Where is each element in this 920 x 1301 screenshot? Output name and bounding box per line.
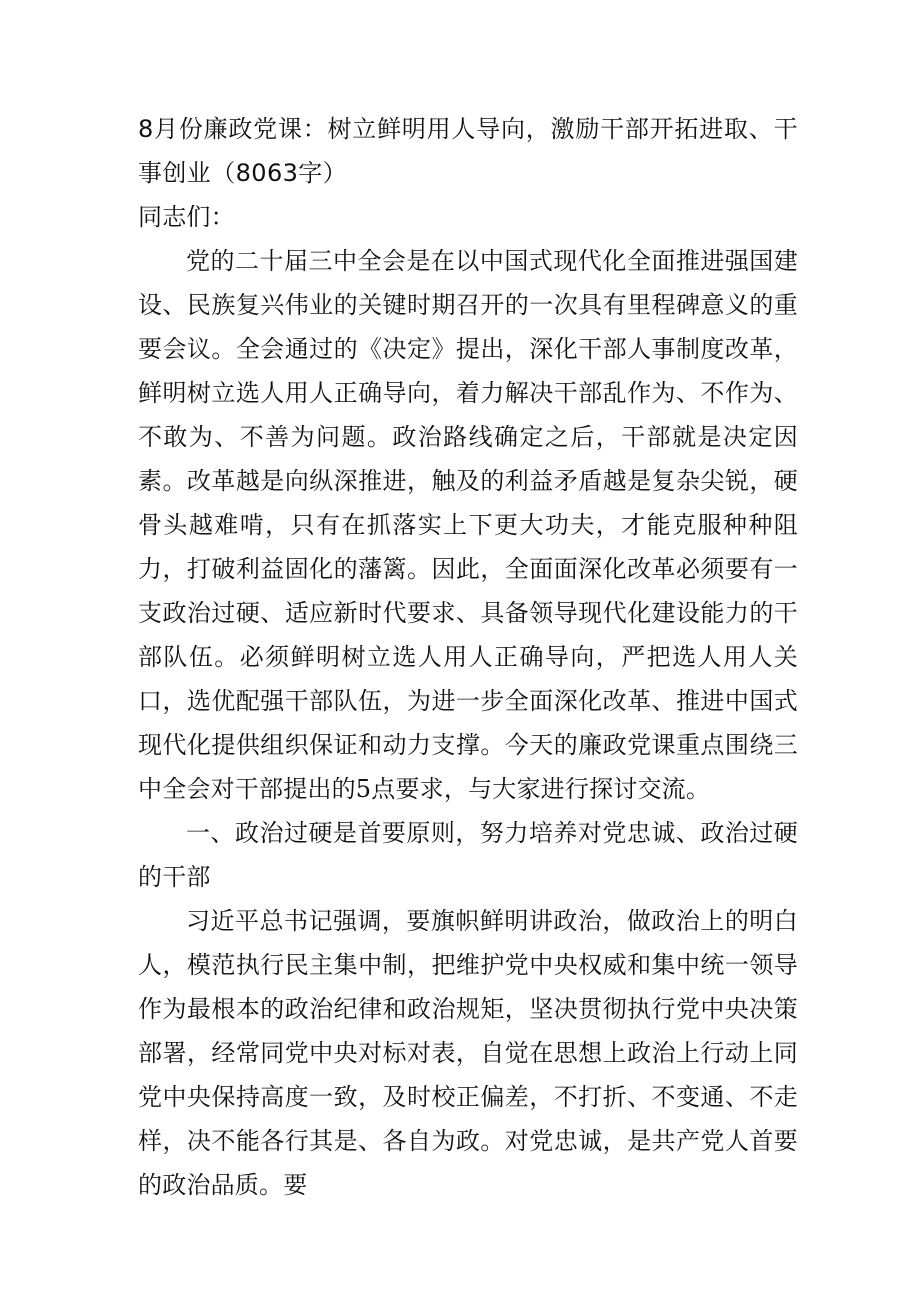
document-body xyxy=(138,107,798,1207)
document-title: 8月份廉政党课：树立鲜明用人导向，激励干部开拓进取、干事创业（8063字） xyxy=(138,115,798,187)
salutation: 同志们： xyxy=(138,203,235,231)
section-heading: 一、政治过硬是首要原则，努力培养对党忠诚、政治过硬的干部 xyxy=(138,819,798,891)
section-paragraph: 习近平总书记强调，要旗帜鲜明讲政治，做政治上的明白人，模范执行民主集中制，把维护党中央权威和集中统一领导作为最根本的政治纪律和政治规矩，坚决贯彻执行党中央决策部署，经常同党中央对标对表，自觉在思想上政治上行动上同党中央保持高度一致，及时校正偏差，不打折、不变通、不走样，决不能各行其是、各自为政。对党忠诚，是共产党人首要的政治品质。要 xyxy=(138,907,798,1199)
body-paragraph: 党的二十届三中全会是在以中国式现代化全面推进强国建设、民族复兴伟业的关键时期召开的一次具有里程碑意义的重要会议。全会通过的《决定》提出，深化干部人事制度改革，鲜明树立选人用人正确导向，着力解决干部乱作为、不作为、不敢为、不善为问题。政治路线确定之后，干部就是决定因素。改革越是向纵深推进，触及的利益矛盾越是复杂尖锐，硬骨头越难啃，只有在抓落实上下更大功夫，才能克服种种阻力，打破利益固化的藩篱。因此，全面面深化改革必须要有一支政治过硬、适应新时代要求、具备领导现代化建设能力的干部队伍。必须鲜明树立选人用人正确导向，严把选人用人关口，选优配强干部队伍，为进一步全面深化改革、推进中国式现代化提供组织保证和动力支撑。今天的廉政党课重点围绕三中全会对干部提出的5点要求，与大家进行探讨交流。 xyxy=(138,247,798,803)
